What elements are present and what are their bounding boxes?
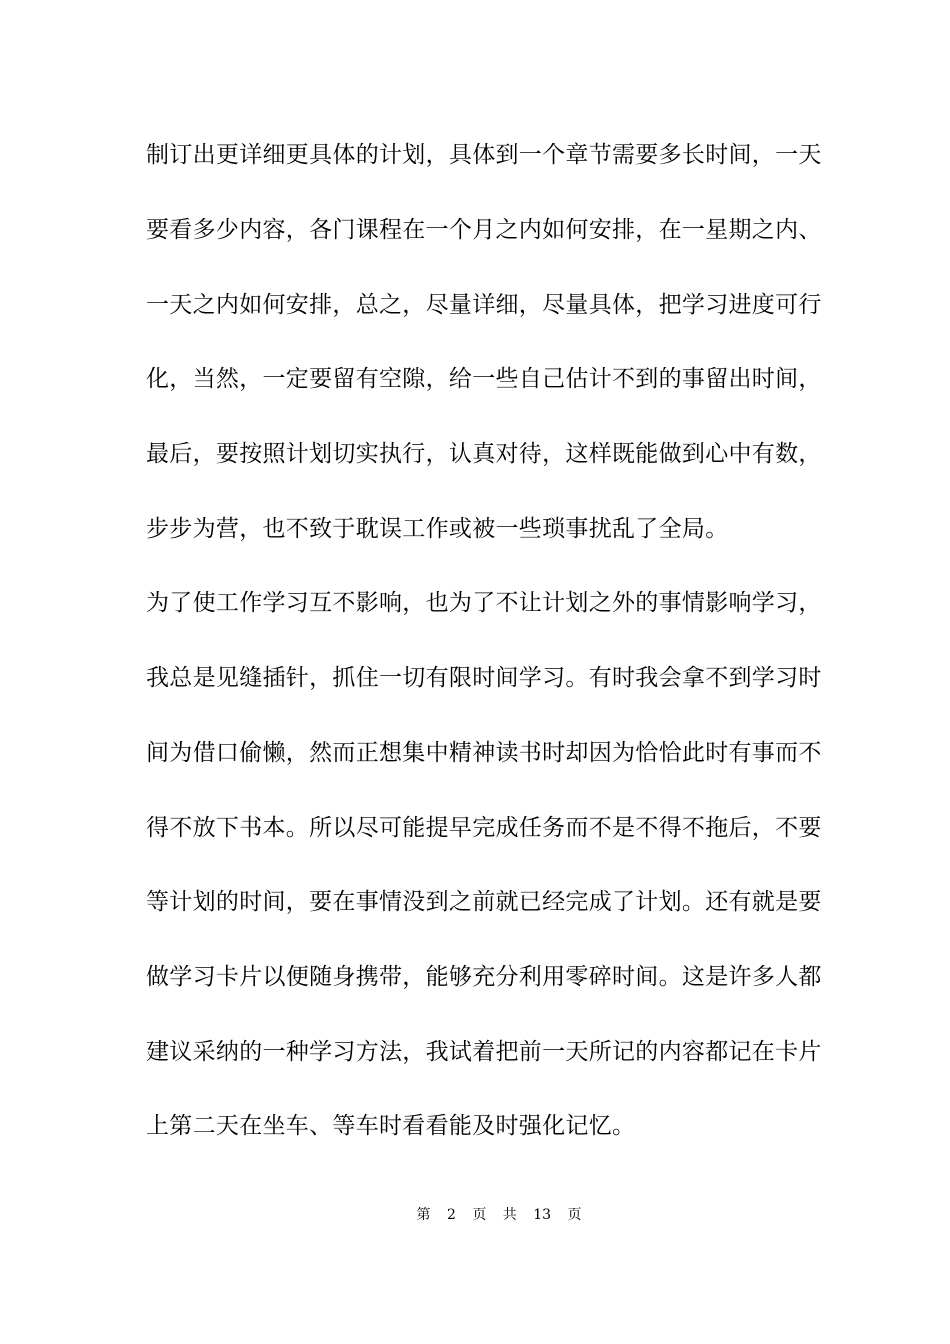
footer-prefix: 第 [416,1207,431,1223]
page-footer [0,1206,950,1224]
paragraph-line: 最后，要按照计划切实执行，认真对待，这样既能做到心中有数， [146,441,822,467]
total-pages: 13 [533,1207,552,1223]
paragraph-line: 做学习卡片以便随身携带，能够充分利用零碎时间。这是许多人都 [146,964,822,990]
paragraph-line: 要看多少内容，各门课程在一个月之内如何安排，在一星期之内、 [146,217,822,243]
paragraph-line: 一天之内如何安排，总之，尽量详细，尽量具体，把学习进度可行 [146,292,822,318]
paragraph-line: 间为借口偷懒，然而正想集中精神读书时却因为恰恰此时有事而不 [146,740,822,766]
paragraph-line: 建议采纳的一种学习方法，我试着把前一天所记的内容都记在卡片 [146,1039,822,1065]
paragraph-line: 等计划的时间，要在事情没到之前就已经完成了计划。还有就是要 [146,889,822,915]
footer-page-unit: 页 [472,1207,487,1223]
footer-total-unit: 页 [567,1207,582,1223]
paragraph-line: 我总是见缝插针，抓住一切有限时间学习。有时我会拿不到学习时 [146,665,822,691]
footer-total-prefix: 共 [502,1207,517,1223]
page-number: 2 [446,1207,456,1223]
paragraph-line: 制订出更详细更具体的计划，具体到一个章节需要多长时间，一天 [146,142,822,168]
paragraph-line: 化，当然，一定要留有空隙，给一些自己估计不到的事留出时间， [146,366,822,392]
paragraph-line: 得不放下书本。所以尽可能提早完成任务而不是不得不拖后，不要 [146,815,822,841]
paragraph-line: 上第二天在坐车、等车时看看能及时强化记忆。 [146,1113,636,1139]
paragraph-line: 为了使工作学习互不影响，也为了不让计划之外的事情影响学习， [146,590,822,616]
paragraph-line: 步步为营，也不致于耽误工作或被一些琐事扰乱了全局。 [146,516,729,542]
